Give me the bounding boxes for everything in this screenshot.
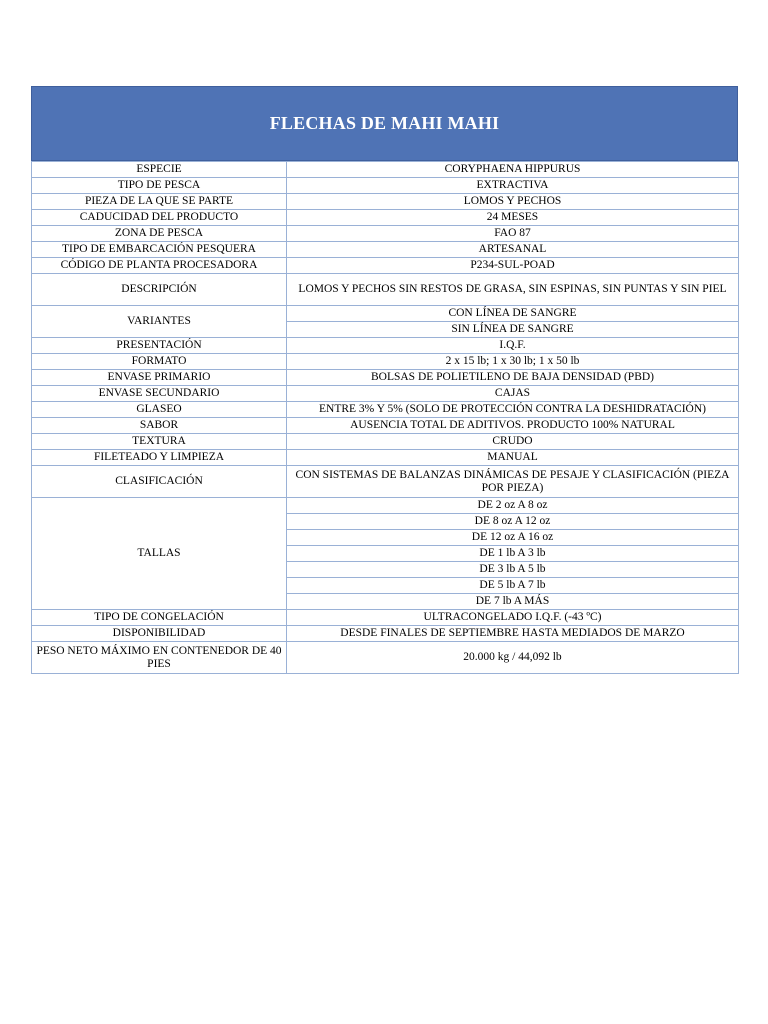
title-header — [31, 86, 738, 161]
row-label: ZONA DE PESCA — [32, 226, 287, 242]
table-row — [32, 642, 739, 674]
table-row — [32, 178, 739, 194]
row-value: CRUDO — [287, 434, 739, 450]
row-value: EXTRACTIVA — [287, 178, 739, 194]
row-value: P234-SUL-POAD — [287, 258, 739, 274]
row-value: 24 MESES — [287, 210, 739, 226]
row-value: DE 7 lb A MÁS — [287, 594, 739, 610]
table-row — [32, 386, 739, 402]
row-label: FORMATO — [32, 354, 287, 370]
row-label: TIPO DE CONGELACIÓN — [32, 610, 287, 626]
page-title: FLECHAS DE MAHI MAHI — [269, 113, 500, 133]
row-value: CON LÍNEA DE SANGRE — [287, 306, 739, 322]
row-value: CORYPHAENA HIPPURUS — [287, 162, 739, 178]
table-row — [32, 194, 739, 210]
row-value: SIN LÍNEA DE SANGRE — [287, 322, 739, 338]
row-value: ARTESANAL — [287, 242, 739, 258]
row-label: CÓDIGO DE PLANTA PROCESADORA — [32, 258, 287, 274]
table-row — [32, 450, 739, 466]
row-label: CADUCIDAD DEL PRODUCTO — [32, 210, 287, 226]
row-value: CON SISTEMAS DE BALANZAS DINÁMICAS DE PESAJE Y CLASIFICACIÓN (PIEZA POR PIEZA) — [287, 466, 739, 498]
table-row — [32, 242, 739, 258]
row-label: SABOR — [32, 418, 287, 434]
table-row — [32, 274, 739, 306]
table-row — [32, 354, 739, 370]
row-label: PRESENTACIÓN — [32, 338, 287, 354]
row-value: ULTRACONGELADO I.Q.F. (-43 ºC) — [287, 610, 739, 626]
table-row — [32, 370, 739, 386]
table-row — [32, 306, 739, 322]
row-value: DESDE FINALES DE SEPTIEMBRE HASTA MEDIADOS DE MARZO — [287, 626, 739, 642]
row-value: 2 x 15 lb; 1 x 30 lb; 1 x 50 lb — [287, 354, 739, 370]
row-label: ENVASE PRIMARIO — [32, 370, 287, 386]
row-label: FILETEADO Y LIMPIEZA — [32, 450, 287, 466]
row-label: GLASEO — [32, 402, 287, 418]
row-value: ENTRE 3% Y 5% (SOLO DE PROTECCIÓN CONTRA LA DESHIDRATACIÓN) — [287, 402, 739, 418]
row-value: LOMOS Y PECHOS — [287, 194, 739, 210]
table-row — [32, 466, 739, 498]
table-row — [32, 338, 739, 354]
row-value: CAJAS — [287, 386, 739, 402]
row-value: DE 5 lb A 7 lb — [287, 578, 739, 594]
row-value: MANUAL — [287, 450, 739, 466]
row-label: ESPECIE — [32, 162, 287, 178]
table-row — [32, 226, 739, 242]
row-label: TIPO DE EMBARCACIÓN PESQUERA — [32, 242, 287, 258]
spec-table — [31, 161, 739, 674]
row-label: PESO NETO MÁXIMO EN CONTENEDOR DE 40 PIES — [32, 642, 287, 674]
row-value: DE 2 oz A 8 oz — [287, 498, 739, 514]
row-value: LOMOS Y PECHOS SIN RESTOS DE GRASA, SIN ESPINAS, SIN PUNTAS Y SIN PIEL — [287, 274, 739, 306]
row-value: AUSENCIA TOTAL DE ADITIVOS. PRODUCTO 100% NATURAL — [287, 418, 739, 434]
table-row — [32, 434, 739, 450]
row-label: TIPO DE PESCA — [32, 178, 287, 194]
row-label: DESCRIPCIÓN — [32, 274, 287, 306]
row-value: DE 1 lb A 3 lb — [287, 546, 739, 562]
row-value: BOLSAS DE POLIETILENO DE BAJA DENSIDAD (PBD) — [287, 370, 739, 386]
product-spec-sheet — [31, 86, 738, 674]
row-value: 20.000 kg / 44,092 lb — [287, 642, 739, 674]
table-row — [32, 626, 739, 642]
row-label: TEXTURA — [32, 434, 287, 450]
table-row — [32, 402, 739, 418]
row-label: CLASIFICACIÓN — [32, 466, 287, 498]
row-label: TALLAS — [32, 498, 287, 610]
row-label: PIEZA DE LA QUE SE PARTE — [32, 194, 287, 210]
table-row — [32, 210, 739, 226]
row-value: DE 3 lb A 5 lb — [287, 562, 739, 578]
table-row — [32, 610, 739, 626]
row-label: VARIANTES — [32, 306, 287, 338]
row-value: DE 12 oz A 16 oz — [287, 530, 739, 546]
table-row — [32, 162, 739, 178]
table-row — [32, 418, 739, 434]
table-row — [32, 258, 739, 274]
row-value: I.Q.F. — [287, 338, 739, 354]
row-value: DE 8 oz A 12 oz — [287, 514, 739, 530]
row-label: ENVASE SECUNDARIO — [32, 386, 287, 402]
row-value: FAO 87 — [287, 226, 739, 242]
row-label: DISPONIBILIDAD — [32, 626, 287, 642]
table-row — [32, 498, 739, 514]
